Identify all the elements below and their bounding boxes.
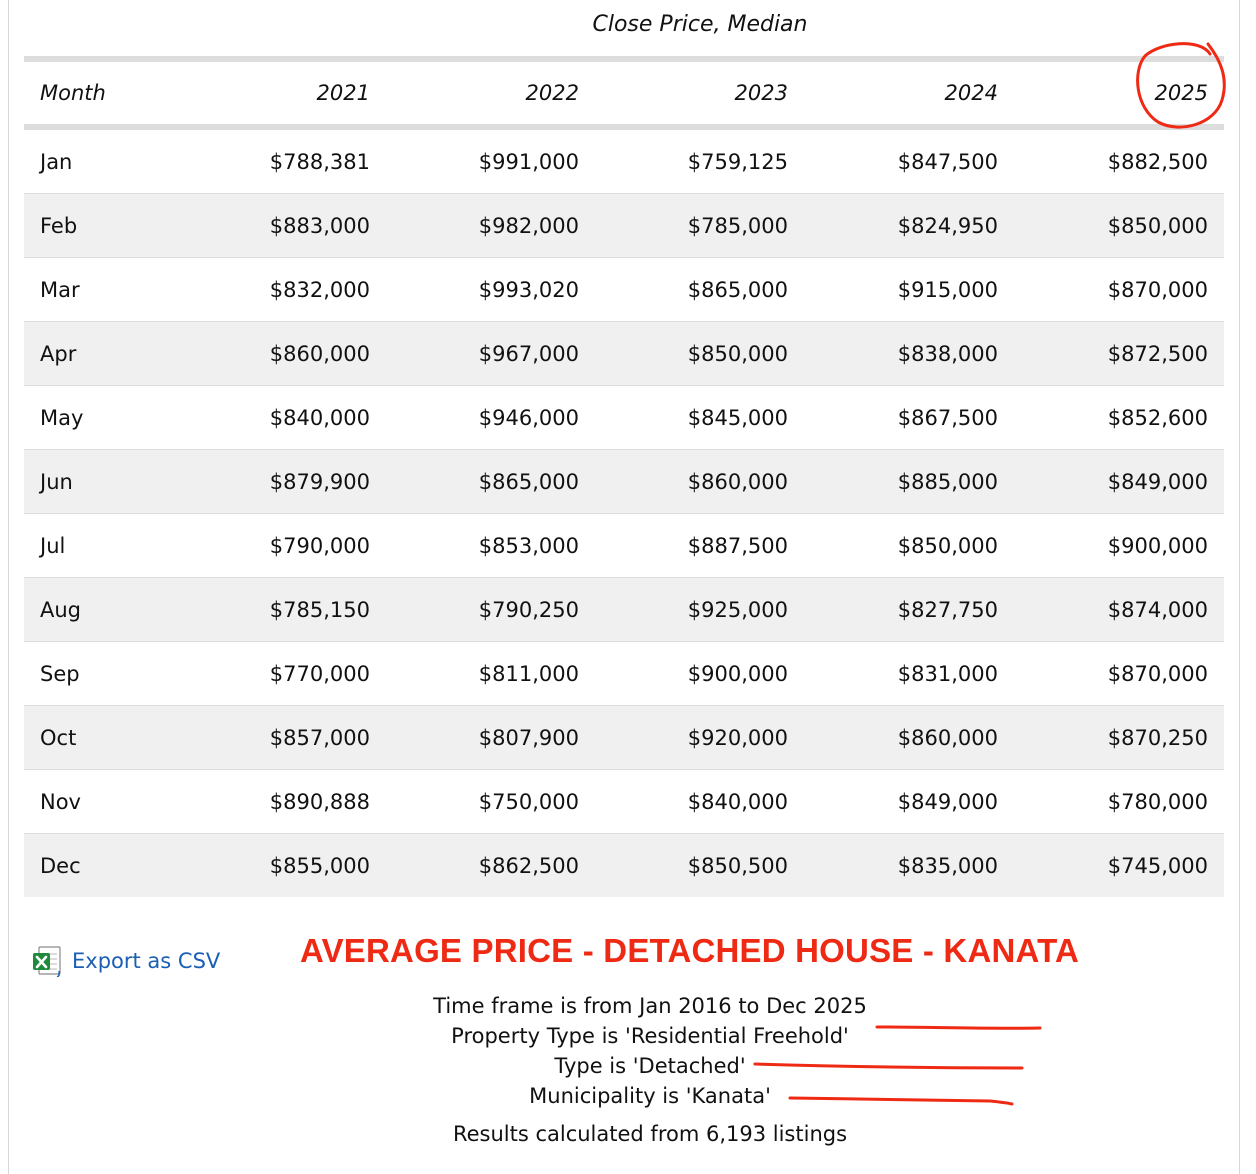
month-cell: Apr	[40, 341, 77, 366]
price-cell-y2025: $870,250	[1107, 725, 1208, 750]
price-cell-y2022: $811,000	[478, 661, 579, 686]
price-cell-y2025: $882,500	[1107, 149, 1208, 174]
price-cell-y2025: $900,000	[1107, 533, 1208, 558]
price-cell-y2025: $849,000	[1107, 469, 1208, 494]
month-cell: Jul	[40, 533, 66, 558]
price-cell-y2025: $852,600	[1107, 405, 1208, 430]
table-row	[24, 770, 1224, 834]
price-cell-y2025: $872,500	[1107, 341, 1208, 366]
price-cell-y2023: $925,000	[687, 597, 788, 622]
price-cell-y2023: $900,000	[687, 661, 788, 686]
price-cell-y2025: $780,000	[1107, 789, 1208, 814]
month-cell: Dec	[40, 853, 81, 878]
excel-file-icon	[32, 945, 64, 977]
price-cell-y2024: $860,000	[897, 725, 998, 750]
summary-results: Results calculated from 6,193 listings	[452, 1122, 848, 1146]
price-cell-y2021: $857,000	[269, 725, 370, 750]
price-cell-y2022: $946,000	[478, 405, 579, 430]
price-cell-y2024: $827,750	[897, 597, 998, 622]
price-cell-y2021: $790,000	[269, 533, 370, 558]
price-cell-y2024: $849,000	[897, 789, 998, 814]
price-cell-y2024: $824,950	[897, 213, 998, 238]
column-header-2024[interactable]: 2024	[944, 81, 998, 105]
price-cell-y2021: $883,000	[269, 213, 370, 238]
table-row	[24, 642, 1224, 706]
table-row	[24, 450, 1224, 514]
price-cell-y2022: $750,000	[478, 789, 579, 814]
price-cell-y2022: $790,250	[478, 597, 579, 622]
price-cell-y2024: $885,000	[897, 469, 998, 494]
column-header-month[interactable]: Month	[40, 81, 106, 105]
month-cell: Nov	[40, 789, 81, 814]
column-header-2022[interactable]: 2022	[525, 81, 579, 105]
price-cell-y2024: $867,500	[897, 405, 998, 430]
price-cell-y2023: $865,000	[687, 277, 788, 302]
price-cell-y2021: $840,000	[269, 405, 370, 430]
price-cell-y2024: $831,000	[897, 661, 998, 686]
price-cell-y2025: $870,000	[1107, 661, 1208, 686]
month-cell: Sep	[40, 661, 80, 686]
price-cell-y2021: $860,000	[269, 341, 370, 366]
price-cell-y2023: $860,000	[687, 469, 788, 494]
table-row	[24, 514, 1224, 578]
month-cell: May	[40, 405, 84, 430]
month-cell: Mar	[40, 277, 80, 302]
price-cell-y2025: $850,000	[1107, 213, 1208, 238]
table-row	[24, 706, 1224, 770]
month-cell: Jan	[40, 149, 73, 174]
price-cell-y2024: $838,000	[897, 341, 998, 366]
table-row	[24, 258, 1224, 322]
annotation-title: AVERAGE PRICE - DETACHED HOUSE - KANATA	[300, 932, 1080, 969]
price-cell-y2021: $879,900	[269, 469, 370, 494]
price-cell-y2023: $759,125	[687, 149, 788, 174]
price-cell-y2022: $991,000	[478, 149, 579, 174]
month-cell: Jun	[40, 469, 73, 494]
price-cell-y2022: $853,000	[478, 533, 579, 558]
price-cell-y2024: $850,000	[897, 533, 998, 558]
month-cell: Feb	[40, 213, 78, 238]
price-cell-y2023: $840,000	[687, 789, 788, 814]
summary-type: Type is 'Detached'	[554, 1054, 746, 1078]
price-cell-y2021: $788,381	[269, 149, 370, 174]
table-title: Close Price, Median	[592, 12, 808, 37]
column-header-2023[interactable]: 2023	[734, 81, 788, 105]
price-cell-y2024: $915,000	[897, 277, 998, 302]
table-row	[24, 834, 1224, 897]
price-cell-y2021: $890,888	[269, 789, 370, 814]
export-csv-label[interactable]: Export as CSV	[72, 949, 221, 973]
price-cell-y2025: $874,000	[1107, 597, 1208, 622]
price-cell-y2021: $855,000	[269, 853, 370, 878]
price-cell-y2021: $770,000	[269, 661, 370, 686]
summary-time-frame: Time frame is from Jan 2016 to Dec 2025	[433, 994, 867, 1018]
price-cell-y2024: $835,000	[897, 853, 998, 878]
table-row	[24, 578, 1224, 642]
price-cell-y2023: $887,500	[687, 533, 788, 558]
price-cell-y2022: $982,000	[478, 213, 579, 238]
table-row	[24, 322, 1224, 386]
price-cell-y2022: $807,900	[478, 725, 579, 750]
price-cell-y2022: $865,000	[478, 469, 579, 494]
price-cell-y2023: $845,000	[687, 405, 788, 430]
table-row	[24, 386, 1224, 450]
price-cell-y2024: $847,500	[897, 149, 998, 174]
price-cell-y2023: $920,000	[687, 725, 788, 750]
table-row	[24, 194, 1224, 258]
column-header-2025[interactable]: 2025	[1154, 81, 1208, 105]
price-cell-y2023: $785,000	[687, 213, 788, 238]
table-body	[24, 130, 1224, 897]
price-cell-y2025: $745,000	[1107, 853, 1208, 878]
price-cell-y2022: $862,500	[478, 853, 579, 878]
summary-municipality: Municipality is 'Kanata'	[529, 1084, 771, 1108]
price-cell-y2022: $967,000	[478, 341, 579, 366]
price-cell-y2025: $870,000	[1107, 277, 1208, 302]
price-cell-y2023: $850,500	[687, 853, 788, 878]
month-cell: Aug	[40, 597, 82, 622]
month-cell: Oct	[40, 725, 77, 750]
column-header-2021[interactable]: 2021	[316, 81, 370, 105]
export-csv-link[interactable]	[32, 945, 220, 977]
table-row	[24, 130, 1224, 194]
price-cell-y2021: $785,150	[269, 597, 370, 622]
table-header-row	[24, 62, 1224, 124]
summary-property-type: Property Type is 'Residential Freehold'	[451, 1024, 849, 1048]
price-cell-y2023: $850,000	[687, 341, 788, 366]
price-cell-y2021: $832,000	[269, 277, 370, 302]
price-cell-y2022: $993,020	[478, 277, 579, 302]
